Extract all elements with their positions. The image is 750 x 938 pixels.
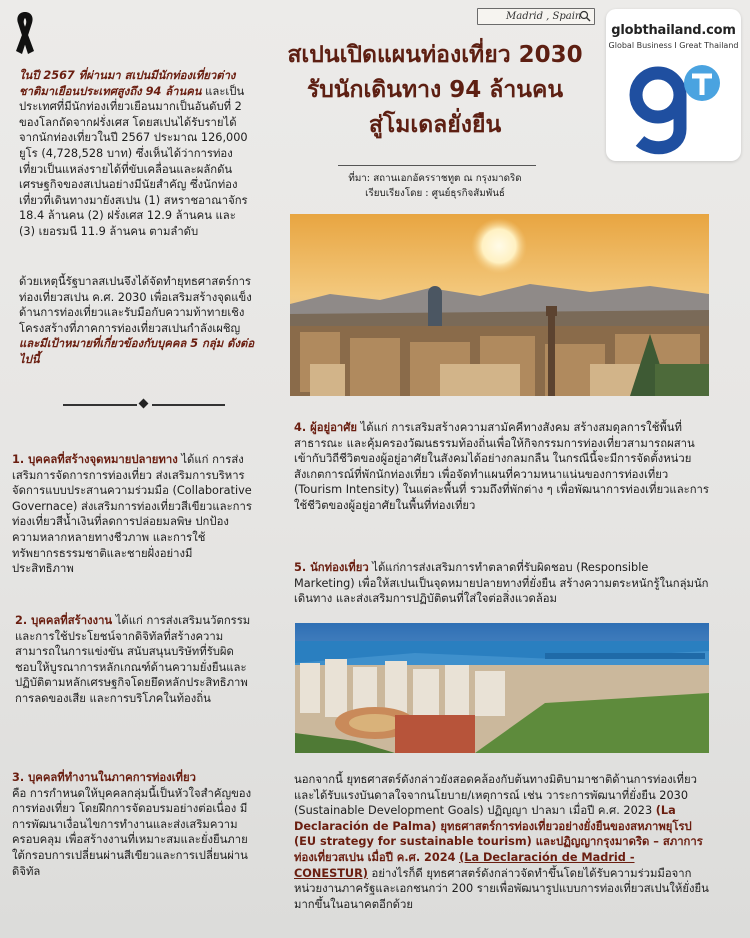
item-1-text: ได้แก่ การส่งเสริมการจัดการการท่องเที่ยว ส่งเสริมการบริหารจัดการแบบประสานความร่วมมือ (Collaborative Governace) ส่งเสริมการท่องเที่ยวสีเขียวและการท่องเที่ยวสีน้ำเงินที่ลดการปล่อยมลพิษ ปกป้องความหลากหลายทางชีวภาพ และการใช้ทรัพยากรธรรมชาติและชายฝั่งอย่างมีประสิทธิภาพ <box>12 453 252 576</box>
logo-brand: globthailand.com <box>611 23 736 38</box>
source-credit <box>290 171 580 201</box>
strategy-highlight: และมีเป้าหมายที่เกี่ยวข้องกับบุคคล 5 กลุ่ม ดังต่อไปนี้ <box>19 337 255 366</box>
logo-tagline: Global Business I Great Thailand <box>608 41 739 50</box>
item-5 <box>294 560 709 607</box>
item-4-title: 4. ผู้อยู่อาศัย <box>294 421 358 434</box>
search-text: Madrid , Spain <box>506 11 582 22</box>
closing-a: นอกจากนี้ ยุทธศาสตร์ดังกล่าวยังสอดคล้องกับต้นทางมิติบามาชาติด้านการท่องเที่ยวและได้รับแรงบันดาลใจจากนโยบาย/เหตุการณ์ เช่น วาระการพัฒนาที่ยั่งยืน 2030 (Sustainable Development Goals) ปฏิญญา ปาลมา เมื่อปี ค.ศ. 2023 <box>294 773 697 818</box>
item-3-title: 3. บุคคลที่ทำงานในภาคการท่องเที่ยว <box>12 771 196 784</box>
logo-mark-icon <box>624 57 724 157</box>
item-1 <box>12 452 252 577</box>
title-line-1: สเปนเปิดแผนท่องเที่ยว 2030 <box>287 42 583 68</box>
item-4 <box>294 420 709 514</box>
compiled-by-line: เรียบเรียงโดย : ศูนย์ธุรกิจสัมพันธ์ <box>365 188 505 199</box>
search-icon[interactable] <box>579 10 591 22</box>
closing-b: (La Declaración de Palma) ยุทธศาสตร์การท่องเที่ยวอย่างยั่งยืนของสหภาพยุโรป (EU strategy for sustainable tourism) และปฏิญญากรุงมาดริด – สภาการท่องเที่ยวสเปน เมื่อปี ค.ศ. 2024 <box>294 804 703 864</box>
item-1-title: 1. บุคคลที่สร้างจุดหมายปลายทาง <box>12 453 178 466</box>
closing-paragraph <box>294 772 709 912</box>
title-line-3: สู่โมเดลยั่งยืน <box>368 112 502 138</box>
intro-paragraph <box>19 68 255 240</box>
search-box[interactable] <box>477 8 595 25</box>
item-2 <box>15 613 252 707</box>
intro-highlight: ในปี 2567 ที่ผ่านมา สเปนมีนักท่องเที่ยวต่างชาติมาเยือนประเทศสูงถึง 94 ล้านคน <box>19 69 236 98</box>
item-2-title: 2. บุคคลที่สร้างงาน <box>15 614 113 627</box>
mourning-ribbon-icon <box>10 8 40 56</box>
barcelona-skyline-photo <box>290 214 709 396</box>
title-line-2: รับนักเดินทาง 94 ล้านคน <box>306 77 564 103</box>
title-divider <box>338 165 536 166</box>
strategy-paragraph <box>19 274 255 368</box>
source-line: ที่มา: สถานเอกอัครราชทูต ณ กรุงมาดริด <box>348 173 522 184</box>
item-3-text: คือ การกำหนดให้บุคคลกลุ่มนี้เป็นหัวใจสำคัญของการท่องเที่ยว โดยฝึกการจัดอบรมอย่างต่อเนื่อง มีการพัฒนาเงื่อนไขการทำงานและส่งเสริมความครอบคลุม เพื่อสร้างงานที่เหมาะสมและยั่งยืนภายใต้กรอบการเปลี่ยนผ่านสีเขียวและการเปลี่ยนผ่านดิจิทัล <box>12 786 252 878</box>
item-5-text: ได้แก่การส่งเสริมการทำตลาดที่รับผิดชอบ (Responsible Marketing) เพื่อให้สเปนเป็นจุดหมายปลายทางที่ยั่งยืน สร้างความตระหนักรู้ในกลุ่มนักเดินทาง และส่งเสริมการปฏิบัติตนที่ใส่ใจต่อสิ่งแวดล้อม <box>294 561 709 606</box>
ornament-divider <box>63 400 225 410</box>
item-2-text: ได้แก่ การส่งเสริมนวัตกรรมและการใช้ประโยชน์จากดิจิทัลที่สร้างความสามารถในการแข่งขัน สนับสนุนบริษัทที่รับผิดชอบให้บูรณาการหลักเกณฑ์ด้านความยั่งยืนและปฏิบัติตามหลักเศรษฐกิจโดยยึดหลักประสิทธิภาพ การลดของเสีย และการบริโภคในท้องถิ่น <box>15 614 251 705</box>
closing-c: (La Declaración de Madrid - CONESTUR) <box>294 850 635 880</box>
item-5-title: 5. นักท่องเที่ยว <box>294 561 369 574</box>
intro-body: และเป็นประเทศที่มีนักท่องเที่ยวเยือนมากเป็นอันดับที่ 2 ของโลกถัดจากฝรั่งเศส โดยสเปนได้รับรายได้จากนักท่องเที่ยวในปี 2567 ประมาณ 126,000 ยูโร (4,728,528 บาท) ซึ่งเห็นได้ว่าการท่องเที่ยวเป็นแหล่งรายได้ที่ขับเคลื่อนและผลักดันเศรษฐกิจของสเปนอย่างมีนัยสำคัญ ซึ่งนักท่องเที่ยวที่เดินทางมายังสเปน (1) สหราชอาณาจักร 18.4 ล้านคน (2) ฝรั่งเศส 12.9 ล้านคน และ (3) เยอรมนี 11.9 ล้านคน ตามลำดับ <box>19 84 248 238</box>
item-4-text: ได้แก่ การเสริมสร้างความสามัคคีทางสังคม สร้างสมดุลการใช้พื้นที่สาธารณะ และคุ้มครองวัฒนธรรมท้องถิ่นเพื่อให้กิจกรรมการท่องเที่ยวสามารถผสานเข้ากับวิถีชีวิตของผู้อยู่อาศัยในสังคมได้อย่างกลมกลืน ในกรณีนี้จะมีการจัดตั้งหน่วยสังเกตการณ์ที่พักนักท่องเที่ยว เพื่อจัดทำแผนที่ความหนาแน่นของการท่องเที่ยว (Tourism Intensity) ในแต่ละพื้นที่ รวมถึงที่พักต่าง ๆ เพื่อพัฒนาการท่องเที่ยวและการใช้ชีวิตของผู้อยู่อาศัยในพื้นที่ท่องเที่ยว <box>294 421 709 512</box>
page-title <box>270 38 600 143</box>
malaga-coast-photo <box>295 623 709 753</box>
closing-d: อย่างไรก็ดี ยุทธศาสตร์ดังกล่าวจัดทำขึ้นโดยได้รับความร่วมมือจากหน่วยงานภาครัฐและเอกชนกว่า 200 รายเพื่อพัฒนารูปแบบการท่องเที่ยวสเปนให้ยั่งยืนมากขึ้นในอนาคตอีกด้วย <box>294 866 709 911</box>
strategy-body: ด้วยเหตุนี้รัฐบาลสเปนจึงได้จัดทำยุทธศาสตร์การท่องเที่ยวสเปน ค.ศ. 2030 เพื่อเสริมสร้างจุดแข็งด้านการท่องเที่ยวและรับมือกับความท้าทายเชิงโครงสร้างที่ภาคการท่องเที่ยวสเปนกำลังเผชิญ <box>19 275 252 335</box>
globthailand-logo[interactable] <box>606 9 741 161</box>
item-3 <box>12 770 252 879</box>
